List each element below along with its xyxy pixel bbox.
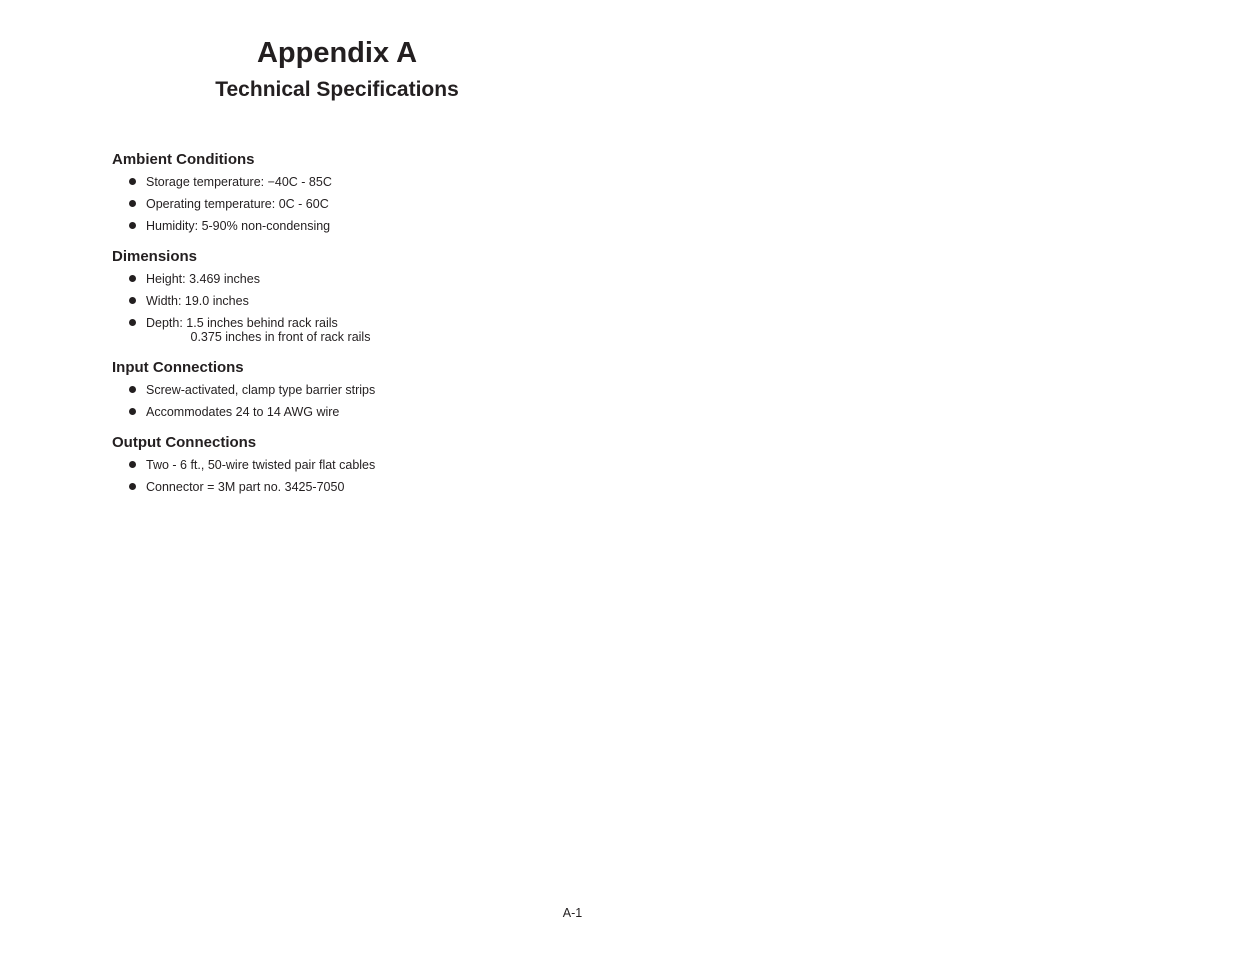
bullet-icon — [129, 319, 136, 326]
list-item — [112, 458, 612, 472]
section-heading: Input Connections — [112, 359, 244, 376]
page-number: A-1 — [562, 906, 583, 920]
bullet-icon — [129, 200, 136, 207]
bullet-icon — [129, 461, 136, 468]
list-item — [112, 294, 612, 308]
section-dimensions — [112, 247, 612, 344]
section-input-connections — [112, 358, 612, 419]
spec-text: Humidity: 5-90% non-condensing — [146, 219, 331, 233]
section-heading: Output Connections — [112, 434, 257, 451]
list-item — [112, 316, 612, 344]
section-ambient-conditions — [112, 150, 612, 233]
list-item — [112, 219, 612, 233]
spec-list — [112, 272, 612, 344]
bullet-icon — [129, 483, 136, 490]
spec-text: Screw-activated, clamp type barrier strips — [146, 383, 376, 397]
page-subtitle: Technical Specifications — [215, 78, 459, 101]
spec-text: Height: 3.469 inches — [146, 272, 260, 286]
bullet-icon — [129, 178, 136, 185]
list-item — [112, 197, 612, 211]
spec-list — [112, 458, 612, 494]
list-item — [112, 405, 612, 419]
section-output-connections — [112, 433, 612, 494]
list-item — [112, 480, 612, 494]
spec-text: Operating temperature: 0C - 60C — [146, 197, 329, 211]
spec-text-continuation: 0.375 inches in front of rack rails — [190, 330, 371, 344]
bullet-icon — [129, 275, 136, 282]
list-item — [112, 175, 612, 189]
page-header — [112, 36, 562, 103]
spec-list — [112, 175, 612, 233]
spec-text: Accommodates 24 to 14 AWG wire — [146, 405, 340, 419]
spec-text: Connector = 3M part no. 3425-7050 — [146, 480, 345, 494]
spec-text: Storage temperature: −40C - 85C — [146, 175, 332, 189]
section-heading: Dimensions — [112, 248, 198, 265]
bullet-icon — [129, 408, 136, 415]
spec-text: Width: 19.0 inches — [146, 294, 249, 308]
spec-text: Two - 6 ft., 50-wire twisted pair flat cables — [146, 458, 376, 472]
spec-text: Depth: 1.5 inches behind rack rails — [146, 316, 338, 330]
bullet-icon — [129, 386, 136, 393]
section-heading: Ambient Conditions — [112, 151, 255, 168]
spec-content — [112, 150, 612, 508]
spec-list — [112, 383, 612, 419]
bullet-icon — [129, 297, 136, 304]
page-title: Appendix A — [256, 37, 418, 69]
bullet-icon — [129, 222, 136, 229]
list-item — [112, 383, 612, 397]
list-item — [112, 272, 612, 286]
